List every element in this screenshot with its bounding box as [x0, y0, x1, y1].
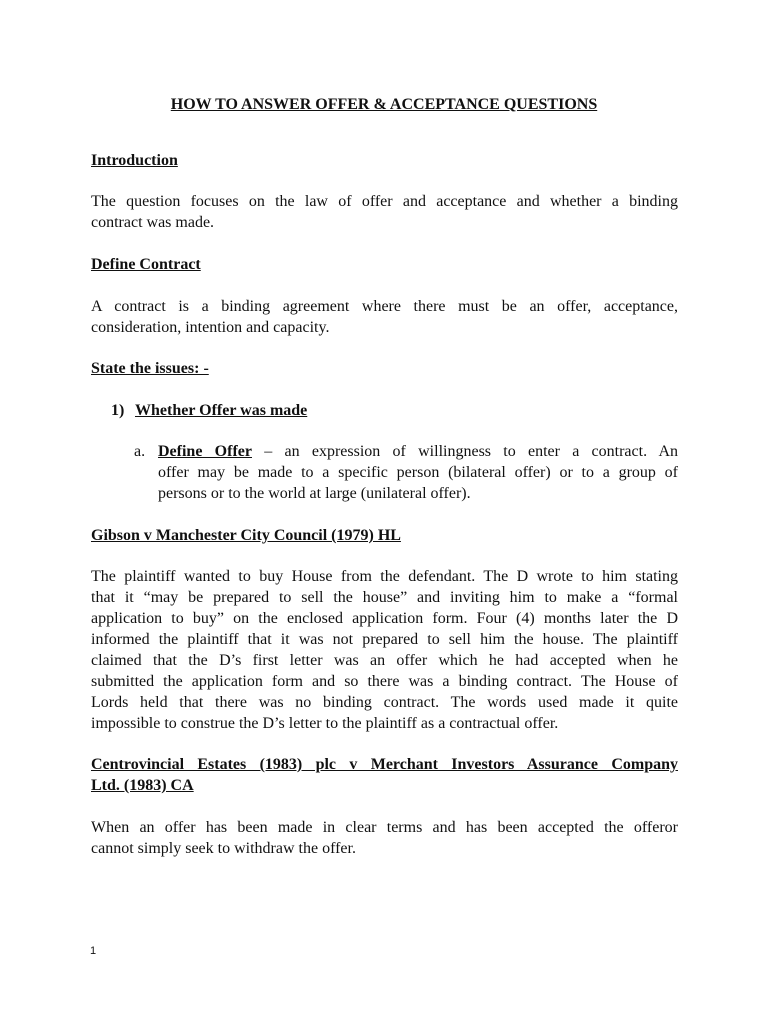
case-gibson-line: Lords held that there was no binding contract. The words used made it quite — [91, 694, 678, 711]
case-gibson-line: The plaintiff wanted to buy House from the defendant. The D wrote to him stating — [91, 568, 678, 585]
document-title-text: HOW TO ANSWER OFFER & ACCEPTANCE QUESTIONS — [170, 96, 598, 113]
introduction-line: contract was made. — [91, 214, 215, 231]
document-title — [0, 94, 768, 115]
case-centrovincial-paragraph — [91, 817, 678, 859]
issues-heading — [91, 358, 678, 379]
sub-item-a-body — [158, 441, 678, 504]
case-centrovincial-line: cannot simply seek to withdraw the offer. — [91, 840, 356, 857]
sub-item-a-line — [158, 441, 678, 462]
define-contract-heading-text: Define Contract — [91, 256, 201, 273]
define-contract-line: consideration, intention and capacity. — [91, 319, 330, 336]
sub-item-a-line: persons or to the world at large (unilateral offer). — [158, 485, 471, 502]
issues-heading-text: State the issues: - — [91, 360, 209, 377]
case-gibson-line: that it “may be prepared to sell the house” and inviting him to make a “formal — [91, 589, 678, 606]
issue-item-1-label: Whether Offer was made — [135, 402, 308, 419]
case-gibson-paragraph — [91, 566, 678, 734]
issue-item-1 — [111, 400, 307, 421]
case-centrovincial-line: When an offer has been made in clear terms and has been accepted the offeror — [91, 819, 678, 836]
case-centrovincial-heading — [91, 754, 678, 796]
issue-item-1-marker: 1) — [111, 402, 125, 419]
sub-item-a-line-text: – an expression of willingness to enter a contract. An — [252, 443, 679, 460]
define-contract-heading — [91, 254, 678, 275]
introduction-paragraph — [91, 191, 678, 233]
case-gibson-line: application to buy” on the enclosed application form. Four (4) months later the D — [91, 610, 678, 627]
case-centrovincial-heading-line: Centrovincial Estates (1983) plc v Merchant Investors Assurance Company — [91, 756, 678, 773]
introduction-heading — [91, 150, 678, 171]
sub-item-a-line: offer may be made to a specific person (bilateral offer) or to a group of — [158, 464, 678, 481]
sub-item-a — [134, 441, 678, 504]
page-number: 1 — [90, 945, 97, 957]
introduction-line: The question focuses on the law of offer and acceptance and whether a binding — [91, 193, 678, 210]
case-gibson-line: informed the plaintiff that it was not prepared to sell him the house. The plaintiff — [91, 631, 678, 648]
define-contract-line: A contract is a binding agreement where there must be an offer, acceptance, — [91, 298, 678, 315]
case-gibson-line: impossible to construe the D’s letter to the plaintiff as a contractual offer. — [91, 715, 559, 732]
case-gibson-line: submitted the application form and so there was a binding contract. The House of — [91, 673, 678, 690]
define-offer-term: Define Offer — [158, 443, 252, 460]
introduction-heading-text: Introduction — [91, 152, 178, 169]
case-centrovincial-heading-line: Ltd. (1983) CA — [91, 777, 194, 794]
case-gibson-heading-text: Gibson v Manchester City Council (1979) HL — [91, 527, 401, 544]
define-contract-paragraph — [91, 296, 678, 338]
case-gibson-line: claimed that the D’s first letter was an offer which he had accepted when he — [91, 652, 678, 669]
sub-item-a-marker: a. — [134, 443, 146, 460]
case-gibson-heading — [91, 525, 678, 546]
